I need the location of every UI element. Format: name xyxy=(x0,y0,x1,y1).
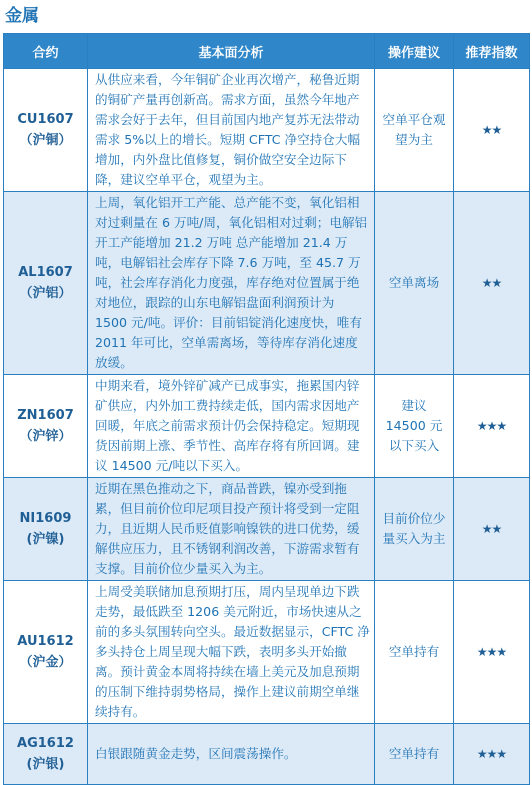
header-analysis: 基本面分析 xyxy=(88,34,375,69)
advice-cell: 空单持有 xyxy=(375,581,454,724)
advice-cell: 空单持有 xyxy=(375,724,454,785)
metals-table xyxy=(3,33,530,785)
advice-cell: 空单平仓观望为主 xyxy=(375,69,454,192)
table-row xyxy=(4,724,530,785)
header-rating: 推荐指数 xyxy=(454,34,530,69)
table-header-row xyxy=(4,34,530,69)
contract-exchange: （沪锌） xyxy=(19,429,72,444)
rating-stars: ★★★ xyxy=(454,375,530,478)
contract-exchange: (沪银) xyxy=(26,757,65,772)
table-row xyxy=(4,69,530,192)
contract-exchange: （沪金） xyxy=(19,655,72,670)
contract-code: AU1612 xyxy=(17,634,74,649)
table-row xyxy=(4,478,530,581)
contract-exchange: (沪镍) xyxy=(26,532,65,547)
contract-exchange: （沪铝） xyxy=(19,286,72,301)
section-title: 金属 xyxy=(5,6,39,26)
analysis-cell: 上周受美联储加息预期打压，周内呈现单边下跌走势，最低跌至 1206 美元附近，市场快速从之前的多头氛围转向空头。最近数据显示，CFTC 净多头持仓上周呈现大幅下跌，表明多头开始撤离。预计黄金本周将持续在墙上美元及加息预期的压制下维持弱势格局，操作上建议前期空单继续持有。 xyxy=(88,581,375,724)
table-row xyxy=(4,192,530,375)
table-row xyxy=(4,375,530,478)
rating-stars: ★★ xyxy=(454,69,530,192)
contract-code: AG1612 xyxy=(17,736,74,751)
rating-stars: ★★★ xyxy=(454,581,530,724)
contract-code: NI1609 xyxy=(19,511,72,526)
header-advice: 操作建议 xyxy=(375,34,454,69)
rating-stars: ★★ xyxy=(454,192,530,375)
analysis-cell: 近期在黑色推动之下，商品普跌，镍亦受到拖累，但目前价位印尼项目投产预计将受到一定阻力，且近期人民币贬值影响镍铁的进口优势，缓解供应压力，且不锈钢利润改善，下游需求暂有支撑。目前价位少量买入为主。 xyxy=(88,478,375,581)
contract-code: ZN1607 xyxy=(17,408,74,423)
header-contract: 合约 xyxy=(4,34,88,69)
contract-code: CU1607 xyxy=(17,112,74,127)
rating-stars: ★★ xyxy=(454,478,530,581)
contract-code: AL1607 xyxy=(18,265,73,280)
contract-exchange: （沪铜） xyxy=(19,133,72,148)
advice-cell: 建议 14500 元以下买入 xyxy=(375,375,454,478)
rating-stars: ★★★ xyxy=(454,724,530,785)
advice-cell: 空单离场 xyxy=(375,192,454,375)
analysis-cell: 上周，氧化铝开工产能、总产能不变，氧化铝相对过剩量在 6 万吨/周，氧化铝相对过剩；电解铝开工产能增加 21.2 万吨 总产能增加 21.4 万吨，电解铝社会库存下降 7.6 万吨，至 45.7 万吨，社会库存消化力度强，库存绝对位置属于绝对地位，跟踪的山东电解铝盘面利润预计为 1500 元/吨。评价：目前铝锭消化速度快，唯有 2011 年可比，空单需离场，等待库存消化速度放缓。 xyxy=(88,192,375,375)
contract-cell xyxy=(4,478,88,581)
analysis-cell: 白银跟随黄金走势，区间震荡操作。 xyxy=(88,724,375,785)
analysis-cell: 从供应来看，今年铜矿企业再次增产，秘鲁近期的铜矿产量再创新高。需求方面，虽然今年地产需求会好于去年，但目前国内地产复苏无法带动需求 5%以上的增长。短期 CFTC 净空持仓大幅增加，内外盘比值修复，铜价做空安全边际下降，建议空单平仓，观望为主。 xyxy=(88,69,375,192)
contract-cell xyxy=(4,724,88,785)
table-row xyxy=(4,581,530,724)
contract-cell xyxy=(4,69,88,192)
advice-cell: 目前价位少量买入为主 xyxy=(375,478,454,581)
analysis-cell: 中期来看，境外锌矿减产已成事实，拖累国内锌矿供应，内外加工费持续走低，国内需求因地产回暖，年底之前需求预计仍会保持稳定。短期现货因前期上涨、季节性、高库存将有所回调。建议 14500 元/吨以下买入。 xyxy=(88,375,375,478)
contract-cell xyxy=(4,375,88,478)
contract-cell xyxy=(4,192,88,375)
contract-cell xyxy=(4,581,88,724)
